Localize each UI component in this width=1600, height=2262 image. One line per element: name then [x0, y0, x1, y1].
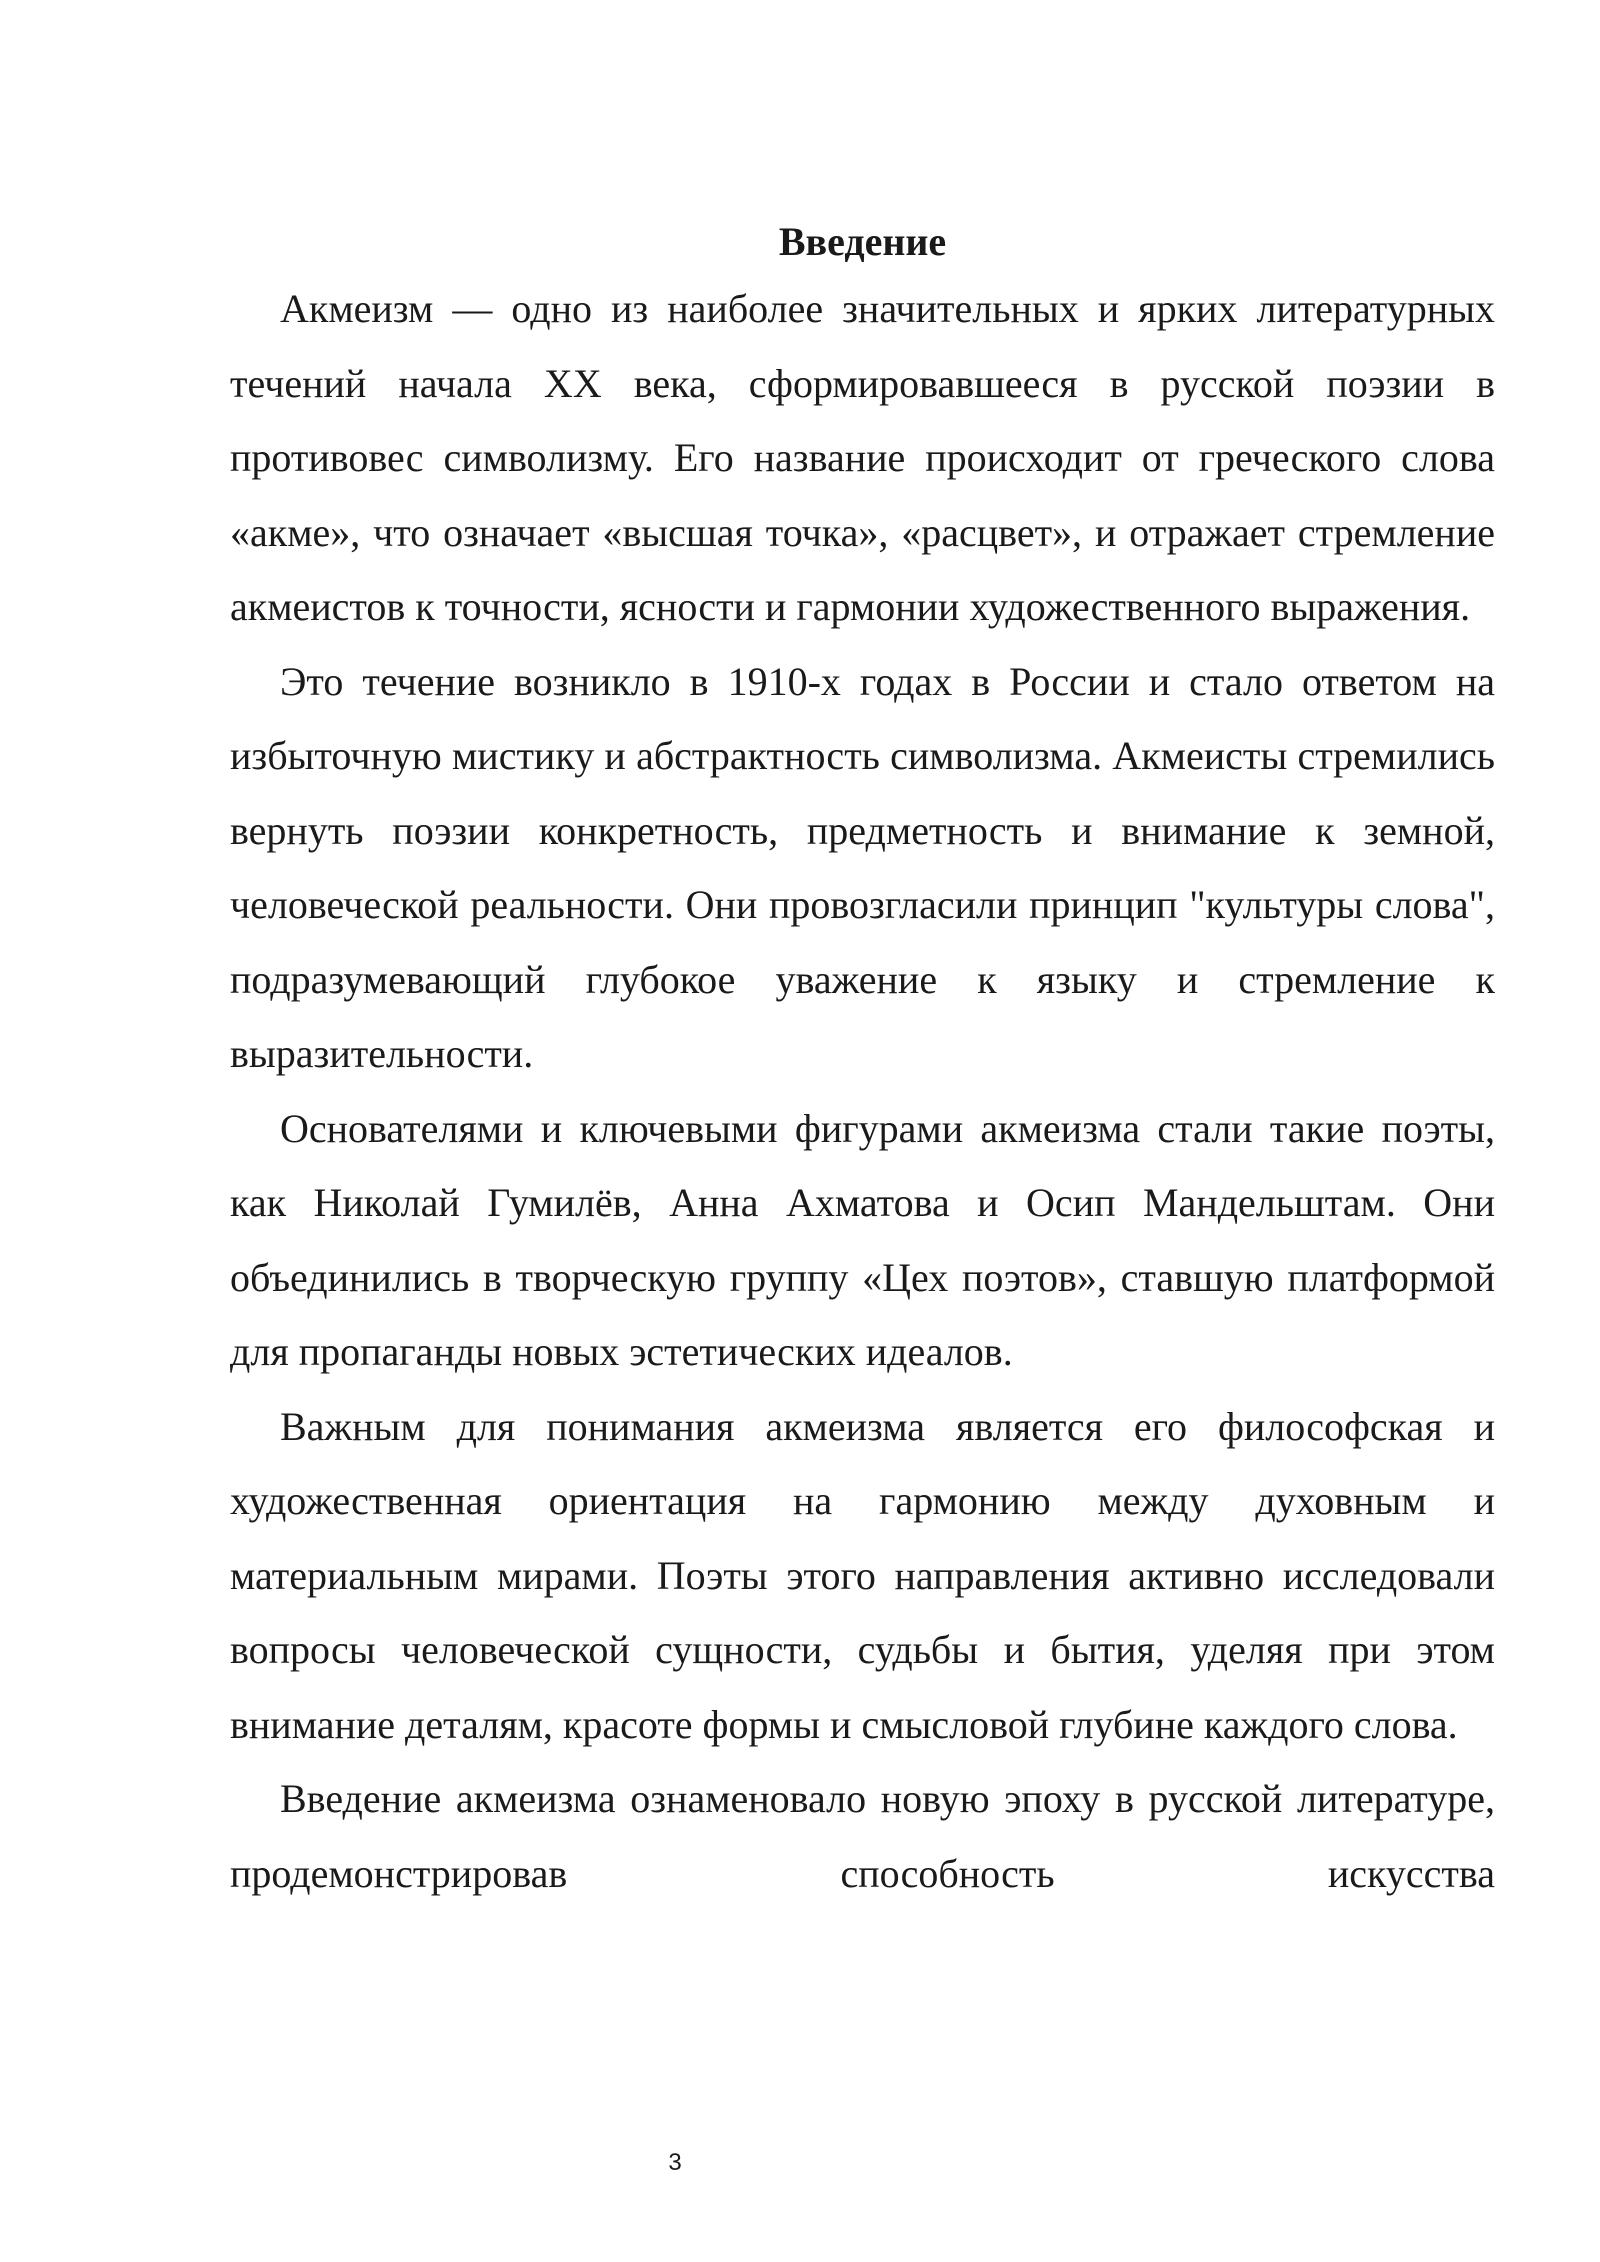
paragraph-5: Введение акмеизма ознаменовало новую эпоху в русской литературе, продемонстрировав способность искусства [230, 1776, 1495, 1896]
paragraph-4: Важным для понимания акмеизма является его философская и художественная ориентация на гармонию между духовным и материальным мирами. Поэты этого направления активно исследовали вопросы человеческой сущности, судьбы и бытия, уделяя при этом внимание деталям, красоте формы и смысловой глубине каждого слова. [230, 1403, 1495, 1747]
section-title: Введение [778, 219, 947, 264]
paragraph-3: Основателями и ключевыми фигурами акмеизма стали такие поэты, как Николай Гумилёв, Анна Ахматова и Осип Мандельштам. Они объединились в творческую группу «Цех поэтов», ставшую платформой для пропаганды новых эстетических идеалов. [230, 1105, 1495, 1374]
paragraph-1: Акмеизм — одно из наиболее значительных и ярких литературных течений начала XX века, сформировавшееся в русской поэзии в противовес символизму. Его название происходит от греческого слова «акме», что означает «высшая точка», «расцвет», и отражает стремление акмеистов к точности, ясности и гармонии художественного выражения. [230, 286, 1495, 629]
page-body [230, 212, 1495, 1911]
page-number: 3 [668, 2149, 682, 2176]
paragraph-2: Это течение возникло в 1910-х годах в России и стало ответом на избыточную мистику и абстрактность символизма. Акмеисты стремились вернуть поэзии конкретность, предметность и внимание к земной, человеческой реальности. Они провозгласили принцип "культуры слова", подразумевающий глубокое уважение к языку и стремление к выразительности. [230, 658, 1495, 1076]
